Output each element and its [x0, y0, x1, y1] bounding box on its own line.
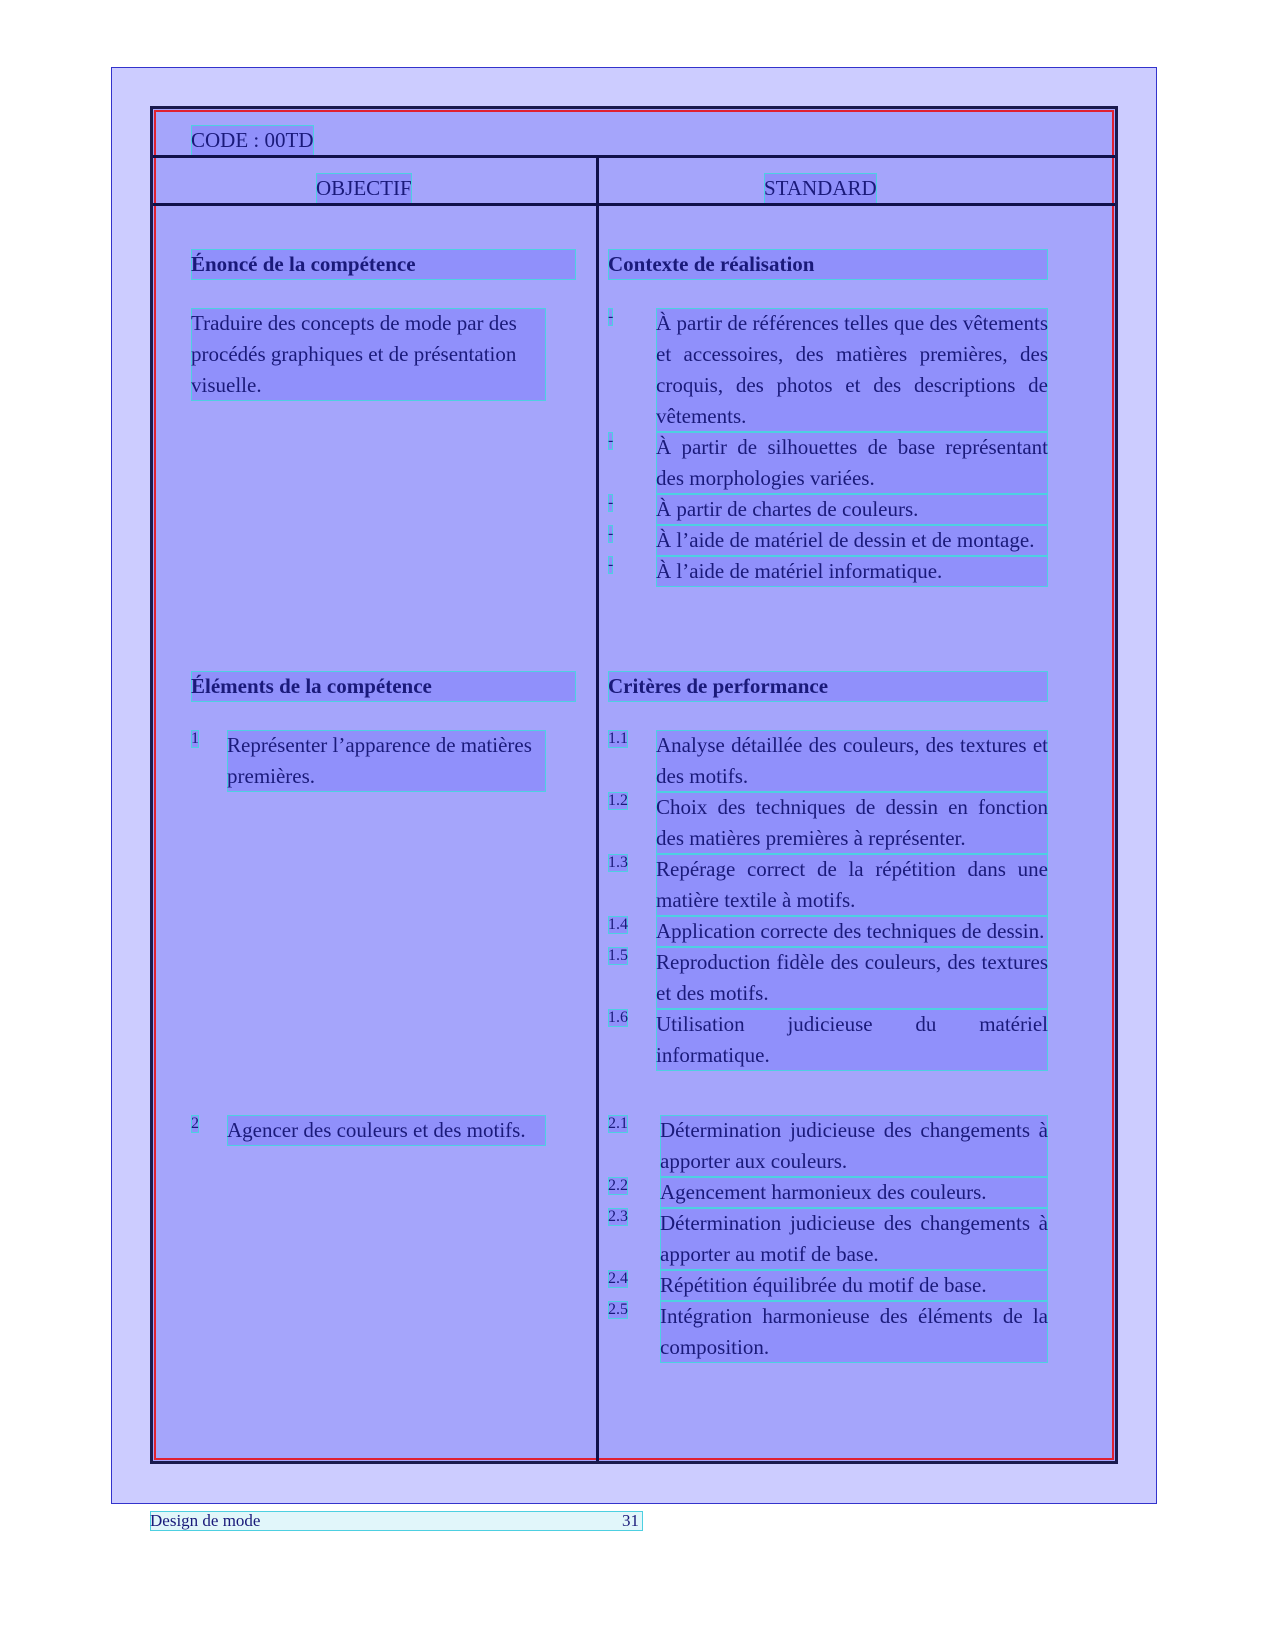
critere-text: Choix des techniques de dessin en fonction des matières premières à représenter.: [656, 792, 1048, 854]
contexte-text: À l’aide de matériel informatique.: [656, 556, 1048, 587]
page-footer: [150, 1511, 643, 1531]
divider-header: [153, 203, 1115, 206]
criteres-group-2: [608, 1115, 1048, 1363]
contexte-item: [608, 308, 1048, 432]
enonce-section: [191, 249, 576, 401]
critere-text: Repérage correct de la répétition dans une matière textile à motifs.: [656, 854, 1048, 916]
element-number: 1: [191, 730, 199, 747]
critere-number: 1.2: [608, 792, 628, 809]
critere-item: [608, 916, 1048, 947]
contexte-item: [608, 494, 1048, 525]
critere-number: 2.3: [608, 1208, 628, 1225]
critere-number: 2.5: [608, 1301, 628, 1318]
contexte-text: À partir de références telles que des vêtements et accessoires, des matières premières, des croquis, des photos et des descriptions de vêtements.: [656, 308, 1048, 432]
element-number: 2: [191, 1115, 199, 1132]
contexte-item: [608, 525, 1048, 556]
critere-item: [608, 730, 1048, 792]
elements-section: [191, 671, 576, 792]
critere-item: [608, 947, 1048, 1009]
competency-table: [150, 106, 1118, 1464]
contexte-item: [608, 556, 1048, 587]
bullet: -: [608, 556, 614, 573]
critere-number: 1.6: [608, 1009, 628, 1026]
bullet: -: [608, 525, 614, 542]
header-standard: STANDARD: [764, 173, 877, 204]
contexte-title: Contexte de réalisation: [608, 249, 1048, 280]
critere-item: [608, 1208, 1048, 1270]
critere-text: Intégration harmonieuse des éléments de la composition.: [660, 1301, 1048, 1363]
critere-number: 2.2: [608, 1177, 628, 1194]
element-item-2: [191, 1115, 546, 1146]
bullet: -: [608, 308, 614, 325]
critere-item: [608, 1177, 1048, 1208]
elements-title: Éléments de la compétence: [191, 671, 576, 702]
critere-number: 1.3: [608, 854, 628, 871]
divider-top: [153, 155, 1115, 158]
enonce-text: Traduire des concepts de mode par des procédés graphiques et de présentation visuelle.: [191, 308, 546, 401]
contexte-text: À partir de chartes de couleurs.: [656, 494, 1048, 525]
page-number: 31: [622, 1511, 639, 1530]
enonce-title: Énoncé de la compétence: [191, 249, 576, 280]
critere-text: Utilisation judicieuse du matériel informatique.: [656, 1009, 1048, 1071]
contexte-item: [608, 432, 1048, 494]
critere-text: Détermination judicieuse des changements à apporter au motif de base.: [660, 1208, 1048, 1270]
contexte-section: [608, 249, 1048, 587]
critere-number: 1.5: [608, 947, 628, 964]
column-divider: [596, 158, 599, 1461]
critere-text: Analyse détaillée des couleurs, des textures et des motifs.: [656, 730, 1048, 792]
critere-item: [608, 1270, 1048, 1301]
element-text: Agencer des couleurs et des motifs.: [227, 1115, 546, 1146]
footer-label: Design de mode: [150, 1511, 261, 1530]
header-objectif: OBJECTIF: [316, 173, 412, 204]
criteres-section: [608, 671, 1048, 1071]
element-item-1: [191, 730, 546, 792]
contexte-text: À l’aide de matériel de dessin et de montage.: [656, 525, 1048, 556]
critere-item: [608, 792, 1048, 854]
critere-item: [608, 1009, 1048, 1071]
bullet: -: [608, 494, 614, 511]
critere-text: Agencement harmonieux des couleurs.: [660, 1177, 1048, 1208]
code-label: CODE : 00TD: [191, 125, 314, 156]
bullet: -: [608, 432, 614, 449]
critere-item: [608, 854, 1048, 916]
critere-item: [608, 1301, 1048, 1363]
critere-number: 1.1: [608, 730, 628, 747]
critere-text: Application correcte des techniques de dessin.: [656, 916, 1048, 947]
contexte-text: À partir de silhouettes de base représentant des morphologies variées.: [656, 432, 1048, 494]
critere-number: 2.4: [608, 1270, 628, 1287]
critere-number: 1.4: [608, 916, 628, 933]
critere-number: 2.1: [608, 1115, 628, 1132]
critere-item: [608, 1115, 1048, 1177]
critere-text: Répétition équilibrée du motif de base.: [660, 1270, 1048, 1301]
critere-text: Détermination judicieuse des changements à apporter aux couleurs.: [660, 1115, 1048, 1177]
critere-text: Reproduction fidèle des couleurs, des textures et des motifs.: [656, 947, 1048, 1009]
element-item-2-wrap: [191, 1115, 576, 1146]
criteres-title: Critères de performance: [608, 671, 1048, 702]
element-text: Représenter l’apparence de matières premières.: [227, 730, 546, 792]
